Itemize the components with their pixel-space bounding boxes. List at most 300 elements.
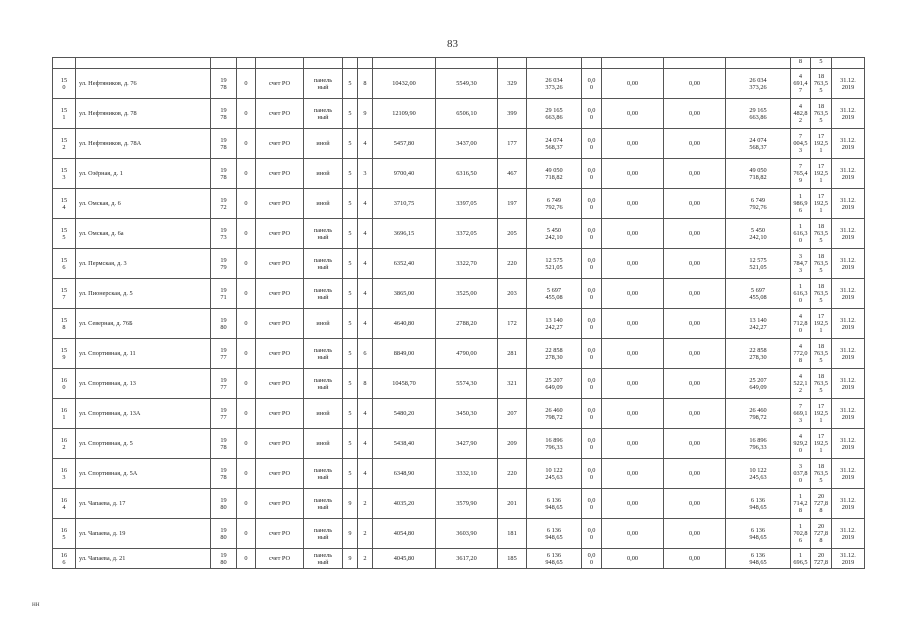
living-area-cell: 3322,70 <box>436 249 498 279</box>
wall-material-cell: панель ный <box>304 279 343 309</box>
residents-cell: 203 <box>498 279 527 309</box>
completion-date-cell: 31.12. 2019 <box>832 339 865 369</box>
regional-budget-cell: 0,00 <box>602 159 664 189</box>
specific-cost-cell: 3 784,7 3 <box>791 249 811 279</box>
local-budget-cell: 0,00 <box>664 159 726 189</box>
row-number-cell: 16 4 <box>53 489 76 519</box>
living-area-cell: 3450,30 <box>436 399 498 429</box>
year-built-cell: 19 78 <box>211 159 237 189</box>
wall-material-cell: панель ный <box>304 99 343 129</box>
local-budget-cell: 0,00 <box>664 459 726 489</box>
address-cell: ул. Пермская, д. 3 <box>76 249 211 279</box>
regional-budget-cell: 0,00 <box>602 69 664 99</box>
total-area-cell: 6348,90 <box>373 459 436 489</box>
living-area-cell: 3427,90 <box>436 429 498 459</box>
table-row <box>53 159 865 189</box>
year-renovation-cell: 0 <box>237 129 256 159</box>
total-cost-cell: 22 858 278,30 <box>527 339 582 369</box>
cost-limit-cell: 18 763,5 5 <box>811 69 832 99</box>
floors-cell: 5 <box>343 99 358 129</box>
address-cell: ул. Нефтяников, д. 78 <box>76 99 211 129</box>
local-budget-cell: 0,00 <box>664 69 726 99</box>
residents-cell: 207 <box>498 399 527 429</box>
cost-limit-cell: 20 727,8 <box>811 549 832 569</box>
year-built-cell: 19 77 <box>211 369 237 399</box>
entrances-cell: 4 <box>358 189 373 219</box>
entrances-cell: 4 <box>358 459 373 489</box>
row-number-cell: 16 0 <box>53 369 76 399</box>
entrances-cell: 4 <box>358 129 373 159</box>
local-budget-cell: 0,00 <box>664 279 726 309</box>
living-area-cell: 3332,10 <box>436 459 498 489</box>
owners-funds-cell: 6 749 792,76 <box>726 189 791 219</box>
year-built-cell: 19 77 <box>211 399 237 429</box>
fund-share-cell: 0,0 0 <box>582 489 602 519</box>
fund-method-cell: счет РО <box>256 219 304 249</box>
residents-cell: 281 <box>498 339 527 369</box>
continued-limit-cell: 5 <box>811 58 832 69</box>
residents-cell: 220 <box>498 249 527 279</box>
year-built-cell: 19 80 <box>211 519 237 549</box>
table-row <box>53 309 865 339</box>
local-budget-cell: 0,00 <box>664 519 726 549</box>
completion-date-cell: 31.12. 2019 <box>832 399 865 429</box>
completion-date-cell: 31.12. 2019 <box>832 489 865 519</box>
completion-date-cell: 31.12. 2019 <box>832 279 865 309</box>
year-built-cell: 19 72 <box>211 189 237 219</box>
row-number-cell: 16 6 <box>53 549 76 569</box>
owners-funds-cell: 26 034 373,26 <box>726 69 791 99</box>
residents-cell: 185 <box>498 549 527 569</box>
local-budget-cell: 0,00 <box>664 489 726 519</box>
completion-date-cell: 31.12. 2019 <box>832 429 865 459</box>
table-row <box>53 69 865 99</box>
address-cell: ул. Спортивная, д. 5 <box>76 429 211 459</box>
floors-cell: 5 <box>343 69 358 99</box>
specific-cost-cell: 3 037,8 0 <box>791 459 811 489</box>
fund-method-cell: счет РО <box>256 429 304 459</box>
total-cost-cell: 26 034 373,26 <box>527 69 582 99</box>
fund-share-cell: 0,0 0 <box>582 219 602 249</box>
fund-method-cell: счет РО <box>256 129 304 159</box>
living-area-cell: 5574,30 <box>436 369 498 399</box>
specific-cost-cell: 1 714,2 8 <box>791 489 811 519</box>
fund-share-cell: 0,0 0 <box>582 279 602 309</box>
total-area-cell: 4035,20 <box>373 489 436 519</box>
local-budget-cell: 0,00 <box>664 339 726 369</box>
total-cost-cell: 10 122 245,63 <box>527 459 582 489</box>
fund-share-cell: 0,0 0 <box>582 159 602 189</box>
wall-material-cell: иной <box>304 309 343 339</box>
regional-budget-cell: 0,00 <box>602 99 664 129</box>
floors-cell: 5 <box>343 459 358 489</box>
table-row <box>53 549 865 569</box>
regional-budget-cell: 0,00 <box>602 309 664 339</box>
fund-share-cell: 0,0 0 <box>582 339 602 369</box>
living-area-cell: 3525,00 <box>436 279 498 309</box>
regional-budget-cell: 0,00 <box>602 339 664 369</box>
completion-date-cell: 31.12. 2019 <box>832 219 865 249</box>
table-row <box>53 519 865 549</box>
owners-funds-cell: 10 122 245,63 <box>726 459 791 489</box>
table-row <box>53 429 865 459</box>
year-renovation-cell: 0 <box>237 339 256 369</box>
row-number-cell: 15 1 <box>53 99 76 129</box>
year-renovation-cell: 0 <box>237 519 256 549</box>
fund-share-cell: 0,0 0 <box>582 99 602 129</box>
cost-limit-cell: 20 727,8 8 <box>811 519 832 549</box>
entrances-cell: 2 <box>358 489 373 519</box>
year-built-cell: 19 78 <box>211 69 237 99</box>
row-number-cell: 15 3 <box>53 159 76 189</box>
local-budget-cell: 0,00 <box>664 249 726 279</box>
table-row <box>53 459 865 489</box>
year-renovation-cell: 0 <box>237 159 256 189</box>
entrances-cell: 4 <box>358 399 373 429</box>
residents-cell: 177 <box>498 129 527 159</box>
total-area-cell: 5480,20 <box>373 399 436 429</box>
living-area-cell: 3397,05 <box>436 189 498 219</box>
residents-cell: 209 <box>498 429 527 459</box>
owners-funds-cell: 13 140 242,27 <box>726 309 791 339</box>
total-area-cell: 6352,40 <box>373 249 436 279</box>
floors-cell: 9 <box>343 549 358 569</box>
row-number-cell: 16 2 <box>53 429 76 459</box>
total-cost-cell: 12 575 521,05 <box>527 249 582 279</box>
specific-cost-cell: 4 772,0 8 <box>791 339 811 369</box>
residents-cell: 205 <box>498 219 527 249</box>
fund-share-cell: 0,0 0 <box>582 429 602 459</box>
wall-material-cell: иной <box>304 399 343 429</box>
cost-limit-cell: 17 192,5 1 <box>811 159 832 189</box>
specific-cost-cell: 1 702,8 6 <box>791 519 811 549</box>
owners-funds-cell: 12 575 521,05 <box>726 249 791 279</box>
address-cell: ул. Пионерская, д. 5 <box>76 279 211 309</box>
table-row <box>53 249 865 279</box>
year-renovation-cell: 0 <box>237 429 256 459</box>
fund-method-cell: счет РО <box>256 99 304 129</box>
regional-budget-cell: 0,00 <box>602 279 664 309</box>
entrances-cell: 4 <box>358 219 373 249</box>
total-cost-cell: 6 749 792,76 <box>527 189 582 219</box>
fund-method-cell: счет РО <box>256 549 304 569</box>
fund-method-cell: счет РО <box>256 249 304 279</box>
regional-budget-cell: 0,00 <box>602 459 664 489</box>
fund-share-cell: 0,0 0 <box>582 399 602 429</box>
residents-cell: 181 <box>498 519 527 549</box>
year-built-cell: 19 80 <box>211 489 237 519</box>
year-renovation-cell: 0 <box>237 249 256 279</box>
wall-material-cell: иной <box>304 429 343 459</box>
floors-cell: 5 <box>343 219 358 249</box>
address-cell: ул. Спортивная, д. 13А <box>76 399 211 429</box>
total-cost-cell: 6 136 948,65 <box>527 489 582 519</box>
residents-cell: 321 <box>498 369 527 399</box>
local-budget-cell: 0,00 <box>664 549 726 569</box>
residents-cell: 467 <box>498 159 527 189</box>
regional-budget-cell: 0,00 <box>602 429 664 459</box>
floors-cell: 5 <box>343 159 358 189</box>
address-cell: ул. Чапаева, д. 21 <box>76 549 211 569</box>
regional-budget-cell: 0,00 <box>602 369 664 399</box>
specific-cost-cell: 7 765,4 9 <box>791 159 811 189</box>
table-row <box>53 339 865 369</box>
total-area-cell: 4045,80 <box>373 549 436 569</box>
owners-funds-cell: 29 165 663,86 <box>726 99 791 129</box>
owners-funds-cell: 24 074 568,37 <box>726 129 791 159</box>
wall-material-cell: панель ный <box>304 369 343 399</box>
living-area-cell: 3579,90 <box>436 489 498 519</box>
year-built-cell: 19 79 <box>211 249 237 279</box>
specific-cost-cell: 1 986,9 6 <box>791 189 811 219</box>
specific-cost-cell: 7 669,1 3 <box>791 399 811 429</box>
completion-date-cell: 31.12. 2019 <box>832 369 865 399</box>
fund-method-cell: счет РО <box>256 159 304 189</box>
floors-cell: 5 <box>343 369 358 399</box>
address-cell: ул. Чапаева, д. 19 <box>76 519 211 549</box>
wall-material-cell: панель ный <box>304 549 343 569</box>
row-number-cell: 15 4 <box>53 189 76 219</box>
row-number-cell: 15 9 <box>53 339 76 369</box>
local-budget-cell: 0,00 <box>664 219 726 249</box>
total-area-cell: 10432,00 <box>373 69 436 99</box>
year-renovation-cell: 0 <box>237 279 256 309</box>
year-renovation-cell: 0 <box>237 69 256 99</box>
fund-share-cell: 0,0 0 <box>582 519 602 549</box>
fund-share-cell: 0,0 0 <box>582 309 602 339</box>
total-cost-cell: 24 074 568,37 <box>527 129 582 159</box>
total-area-cell: 3710,75 <box>373 189 436 219</box>
floors-cell: 9 <box>343 489 358 519</box>
total-cost-cell: 26 460 798,72 <box>527 399 582 429</box>
fund-method-cell: счет РО <box>256 489 304 519</box>
fund-method-cell: счет РО <box>256 339 304 369</box>
entrances-cell: 4 <box>358 309 373 339</box>
living-area-cell: 4790,00 <box>436 339 498 369</box>
row-number-cell: 16 3 <box>53 459 76 489</box>
completion-date-cell: 31.12. 2019 <box>832 519 865 549</box>
fund-share-cell: 0,0 0 <box>582 459 602 489</box>
owners-funds-cell: 22 858 278,30 <box>726 339 791 369</box>
row-number-cell: 15 2 <box>53 129 76 159</box>
entrances-cell: 2 <box>358 549 373 569</box>
local-budget-cell: 0,00 <box>664 189 726 219</box>
row-number-cell: 15 8 <box>53 309 76 339</box>
regional-budget-cell: 0,00 <box>602 219 664 249</box>
floors-cell: 5 <box>343 399 358 429</box>
year-renovation-cell: 0 <box>237 189 256 219</box>
completion-date-cell: 31.12. 2019 <box>832 459 865 489</box>
completion-date-cell: 31.12. 2019 <box>832 159 865 189</box>
year-renovation-cell: 0 <box>237 399 256 429</box>
entrances-cell: 8 <box>358 369 373 399</box>
row-number-cell: 15 0 <box>53 69 76 99</box>
row-number-cell: 16 5 <box>53 519 76 549</box>
address-cell: ул. Спортивная, д. 13 <box>76 369 211 399</box>
cost-limit-cell: 18 763,5 5 <box>811 249 832 279</box>
total-area-cell: 4640,80 <box>373 309 436 339</box>
address-cell: ул. Чапаева, д. 17 <box>76 489 211 519</box>
specific-cost-cell: 7 004,5 3 <box>791 129 811 159</box>
local-budget-cell: 0,00 <box>664 99 726 129</box>
row-number-cell: 15 5 <box>53 219 76 249</box>
residents-cell: 197 <box>498 189 527 219</box>
address-cell: ул. Спортивная, д. 5А <box>76 459 211 489</box>
total-area-cell: 3696,15 <box>373 219 436 249</box>
cost-limit-cell: 18 763,5 5 <box>811 369 832 399</box>
owners-funds-cell: 26 460 798,72 <box>726 399 791 429</box>
specific-cost-cell: 4 712,8 0 <box>791 309 811 339</box>
entrances-cell: 2 <box>358 519 373 549</box>
cost-limit-cell: 17 192,5 1 <box>811 309 832 339</box>
wall-material-cell: иной <box>304 129 343 159</box>
table-row <box>53 369 865 399</box>
fund-method-cell: счет РО <box>256 399 304 429</box>
total-cost-cell: 5 697 455,08 <box>527 279 582 309</box>
cost-limit-cell: 18 763,5 5 <box>811 339 832 369</box>
year-built-cell: 19 78 <box>211 459 237 489</box>
total-cost-cell: 6 136 948,65 <box>527 519 582 549</box>
living-area-cell: 3617,20 <box>436 549 498 569</box>
local-budget-cell: 0,00 <box>664 369 726 399</box>
year-renovation-cell: 0 <box>237 219 256 249</box>
total-area-cell: 5438,40 <box>373 429 436 459</box>
year-built-cell: 19 78 <box>211 429 237 459</box>
wall-material-cell: панель ный <box>304 69 343 99</box>
fund-method-cell: счет РО <box>256 369 304 399</box>
cost-limit-cell: 17 192,5 1 <box>811 399 832 429</box>
year-built-cell: 19 73 <box>211 219 237 249</box>
specific-cost-cell: 4 691,4 7 <box>791 69 811 99</box>
wall-material-cell: панель ный <box>304 219 343 249</box>
floors-cell: 9 <box>343 519 358 549</box>
cost-limit-cell: 18 763,5 5 <box>811 279 832 309</box>
continued-spec-cell: 8 <box>791 58 811 69</box>
address-cell: ул. Спортивная, д. 11 <box>76 339 211 369</box>
table-row <box>53 129 865 159</box>
entrances-cell: 4 <box>358 429 373 459</box>
living-area-cell: 3603,90 <box>436 519 498 549</box>
table-row <box>53 99 865 129</box>
cost-limit-cell: 18 763,5 5 <box>811 99 832 129</box>
wall-material-cell: панель ный <box>304 519 343 549</box>
year-renovation-cell: 0 <box>237 489 256 519</box>
living-area-cell: 6316,50 <box>436 159 498 189</box>
row-number-cell: 15 7 <box>53 279 76 309</box>
residents-cell: 172 <box>498 309 527 339</box>
completion-date-cell: 31.12. 2019 <box>832 309 865 339</box>
cost-limit-cell: 17 192,5 1 <box>811 189 832 219</box>
residents-cell: 220 <box>498 459 527 489</box>
row-number-cell: 15 6 <box>53 249 76 279</box>
completion-date-cell: 31.12. 2019 <box>832 99 865 129</box>
local-budget-cell: 0,00 <box>664 129 726 159</box>
owners-funds-cell: 6 136 948,65 <box>726 489 791 519</box>
total-area-cell: 3865,00 <box>373 279 436 309</box>
floors-cell: 5 <box>343 189 358 219</box>
regional-budget-cell: 0,00 <box>602 549 664 569</box>
footer-mark: нн <box>32 600 40 608</box>
floors-cell: 5 <box>343 309 358 339</box>
residents-cell: 329 <box>498 69 527 99</box>
total-cost-cell: 6 136 948,65 <box>527 549 582 569</box>
year-built-cell: 19 78 <box>211 129 237 159</box>
table-row <box>53 399 865 429</box>
fund-method-cell: счет РО <box>256 459 304 489</box>
total-cost-cell: 49 050 718,82 <box>527 159 582 189</box>
table-row <box>53 489 865 519</box>
owners-funds-cell: 25 207 649,09 <box>726 369 791 399</box>
completion-date-cell: 31.12. 2019 <box>832 129 865 159</box>
year-renovation-cell: 0 <box>237 549 256 569</box>
living-area-cell: 6506,10 <box>436 99 498 129</box>
fund-method-cell: счет РО <box>256 69 304 99</box>
total-cost-cell: 25 207 649,09 <box>527 369 582 399</box>
total-cost-cell: 5 450 242,10 <box>527 219 582 249</box>
address-cell: ул. Нефтяников, д. 78А <box>76 129 211 159</box>
total-area-cell: 5457,80 <box>373 129 436 159</box>
year-built-cell: 19 80 <box>211 309 237 339</box>
living-area-cell: 3437,00 <box>436 129 498 159</box>
specific-cost-cell: 4 522,1 2 <box>791 369 811 399</box>
fund-method-cell: счет РО <box>256 279 304 309</box>
year-built-cell: 19 80 <box>211 549 237 569</box>
total-area-cell: 12109,90 <box>373 99 436 129</box>
fund-share-cell: 0,0 0 <box>582 369 602 399</box>
total-cost-cell: 29 165 663,86 <box>527 99 582 129</box>
living-area-cell: 2788,20 <box>436 309 498 339</box>
owners-funds-cell: 6 136 948,65 <box>726 549 791 569</box>
local-budget-cell: 0,00 <box>664 309 726 339</box>
owners-funds-cell: 5 450 242,10 <box>726 219 791 249</box>
table-row <box>53 279 865 309</box>
wall-material-cell: панель ный <box>304 339 343 369</box>
fund-method-cell: счет РО <box>256 309 304 339</box>
floors-cell: 5 <box>343 429 358 459</box>
floors-cell: 5 <box>343 339 358 369</box>
address-cell: ул. Омская, д. 6 <box>76 189 211 219</box>
residents-cell: 399 <box>498 99 527 129</box>
local-budget-cell: 0,00 <box>664 429 726 459</box>
floors-cell: 5 <box>343 249 358 279</box>
owners-funds-cell: 6 136 948,65 <box>726 519 791 549</box>
regional-budget-cell: 0,00 <box>602 189 664 219</box>
residents-cell: 201 <box>498 489 527 519</box>
wall-material-cell: панель ный <box>304 489 343 519</box>
completion-date-cell: 31.12. 2019 <box>832 249 865 279</box>
entrances-cell: 8 <box>358 69 373 99</box>
year-built-cell: 19 71 <box>211 279 237 309</box>
regional-budget-cell: 0,00 <box>602 489 664 519</box>
completion-date-cell: 31.12. 2019 <box>832 549 865 569</box>
regional-budget-cell: 0,00 <box>602 129 664 159</box>
cost-limit-cell: 20 727,8 8 <box>811 489 832 519</box>
owners-funds-cell: 49 050 718,82 <box>726 159 791 189</box>
address-cell: ул. Северная, д. 76Б <box>76 309 211 339</box>
living-area-cell: 3372,05 <box>436 219 498 249</box>
specific-cost-cell: 1 696,5 <box>791 549 811 569</box>
page-number: 83 <box>447 38 458 50</box>
wall-material-cell: панель ный <box>304 249 343 279</box>
entrances-cell: 3 <box>358 159 373 189</box>
address-cell: ул. Нефтяников, д. 76 <box>76 69 211 99</box>
table-row <box>53 189 865 219</box>
owners-funds-cell: 5 697 455,08 <box>726 279 791 309</box>
fund-share-cell: 0,0 0 <box>582 249 602 279</box>
fund-method-cell: счет РО <box>256 189 304 219</box>
living-area-cell: 5549,30 <box>436 69 498 99</box>
total-cost-cell: 16 896 796,33 <box>527 429 582 459</box>
